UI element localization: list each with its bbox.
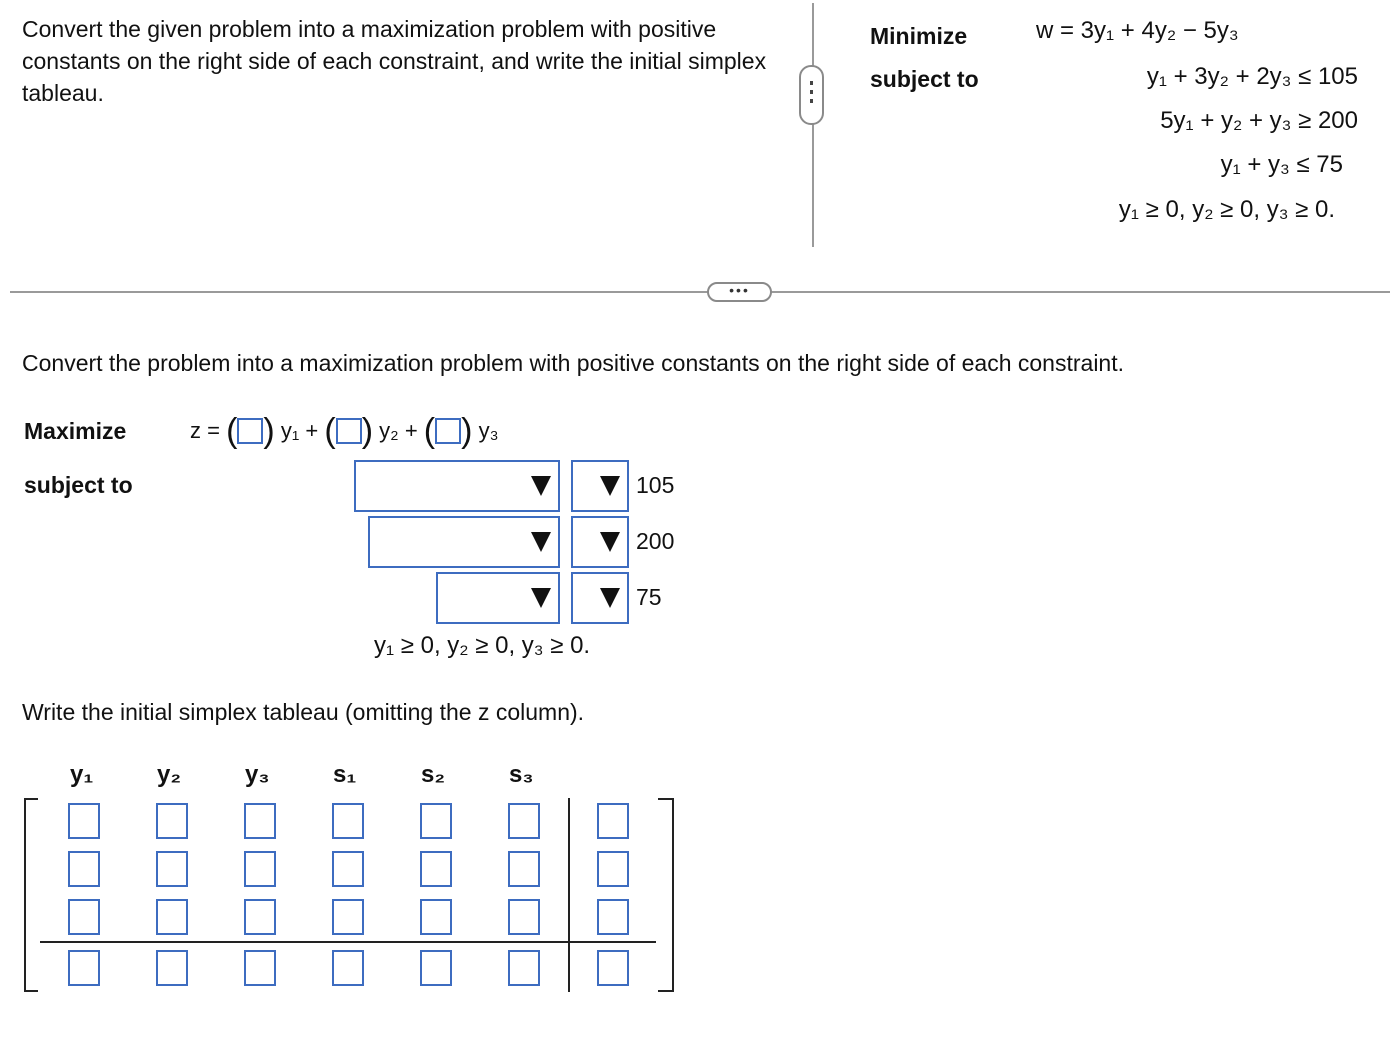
tableau-cell[interactable] bbox=[508, 950, 540, 986]
subject-to-label-2: subject to bbox=[24, 472, 133, 498]
var-y2: y₂ + bbox=[379, 418, 418, 443]
open-paren: ( bbox=[226, 412, 238, 450]
var-y3: y₃ bbox=[478, 418, 499, 443]
constraint-2: 5y₁ + y₂ + y₃ ≥ 200 bbox=[1160, 107, 1358, 134]
tableau-cell[interactable] bbox=[68, 950, 100, 986]
maximize-label: Maximize bbox=[24, 418, 127, 444]
left-bracket-top bbox=[24, 798, 38, 800]
dropdown-arrow-icon bbox=[531, 532, 551, 552]
tableau-cell[interactable] bbox=[420, 803, 452, 839]
tableau-cell[interactable] bbox=[244, 950, 276, 986]
tableau-cell[interactable] bbox=[332, 899, 364, 935]
tableau-cell[interactable] bbox=[332, 851, 364, 887]
right-bracket-top bbox=[658, 798, 674, 800]
part1-nonnegativity: y₁ ≥ 0, y₂ ≥ 0, y₃ ≥ 0. bbox=[374, 632, 591, 659]
tableau-cell[interactable] bbox=[597, 950, 629, 986]
objective-function: w = 3y₁ + 4y₂ − 5y₃ bbox=[1036, 17, 1239, 44]
column-header-y3: y₃ bbox=[245, 761, 270, 788]
tableau-cell[interactable] bbox=[420, 950, 452, 986]
more-dots-icon: ••• bbox=[729, 282, 750, 298]
open-paren: ( bbox=[324, 412, 336, 450]
tableau-cell[interactable] bbox=[68, 899, 100, 935]
tableau-cell[interactable] bbox=[420, 851, 452, 887]
open-paren: ( bbox=[423, 412, 436, 450]
part1-instruction: Convert the problem into a maximization problem with positive constants on the right side of each constraint. bbox=[22, 350, 1125, 376]
nonnegativity-constraint: y₁ ≥ 0, y₂ ≥ 0, y₃ ≥ 0. bbox=[1118, 196, 1335, 223]
column-header-s2: s₂ bbox=[421, 761, 446, 788]
dropdown-arrow-icon bbox=[600, 532, 620, 552]
z-label: z = bbox=[190, 418, 220, 443]
tableau-cell[interactable] bbox=[332, 803, 364, 839]
constraint-2-rhs: 200 bbox=[636, 528, 675, 554]
tableau-cell[interactable] bbox=[597, 851, 629, 887]
expand-collapse-handle[interactable] bbox=[707, 282, 772, 302]
right-bracket bbox=[672, 798, 674, 992]
tableau-cell[interactable] bbox=[597, 803, 629, 839]
tableau-cell[interactable] bbox=[597, 899, 629, 935]
augment-line bbox=[568, 798, 570, 992]
tableau-cell[interactable] bbox=[156, 899, 188, 935]
constraint-3-rhs: 75 bbox=[636, 584, 662, 610]
subject-to-label: subject to bbox=[870, 66, 979, 92]
right-bracket-bottom bbox=[658, 990, 674, 992]
tableau-cell[interactable] bbox=[68, 803, 100, 839]
tableau-cell[interactable] bbox=[244, 803, 276, 839]
var-y1: y₁ + bbox=[280, 418, 319, 443]
close-paren: ) bbox=[361, 412, 374, 450]
objective-row bbox=[190, 414, 499, 448]
tableau-cell[interactable] bbox=[508, 851, 540, 887]
tableau-cell[interactable] bbox=[508, 803, 540, 839]
tableau-cell[interactable] bbox=[508, 899, 540, 935]
tableau-cell[interactable] bbox=[244, 899, 276, 935]
objective-row-line bbox=[40, 941, 656, 943]
problem-instruction: Convert the given problem into a maximization problem with positive constants on the right side of each constraint, and write the initial simplex tableau. bbox=[22, 16, 767, 106]
tableau-cell[interactable] bbox=[156, 803, 188, 839]
vertical-resize-handle[interactable] bbox=[799, 65, 824, 125]
minimize-label: Minimize bbox=[870, 23, 968, 49]
column-header-y2: y₂ bbox=[157, 761, 182, 788]
column-header-s1: s₁ bbox=[333, 761, 357, 788]
tableau-cell[interactable] bbox=[156, 851, 188, 887]
coef-input-y3[interactable] bbox=[435, 418, 461, 444]
column-header-s3: s₃ bbox=[509, 761, 534, 788]
tableau-cell[interactable] bbox=[332, 950, 364, 986]
dropdown-arrow-icon bbox=[531, 476, 551, 496]
vertical-divider[interactable] bbox=[812, 3, 814, 247]
grip-dots-icon bbox=[801, 67, 822, 103]
left-bracket-bottom bbox=[24, 990, 38, 992]
tableau-cell[interactable] bbox=[244, 851, 276, 887]
coef-input-y1[interactable] bbox=[237, 418, 263, 444]
horizontal-divider bbox=[10, 291, 1390, 293]
close-paren: ) bbox=[263, 412, 275, 450]
dropdown-arrow-icon bbox=[600, 588, 620, 608]
coef-input-y2[interactable] bbox=[336, 418, 362, 444]
dropdown-arrow-icon bbox=[531, 588, 551, 608]
constraint-1-rhs: 105 bbox=[636, 472, 675, 498]
column-header-y1: y₁ bbox=[70, 761, 94, 788]
constraint-3: y₁ + y₃ ≤ 75 bbox=[1220, 151, 1343, 178]
tableau-cell[interactable] bbox=[68, 851, 100, 887]
left-bracket bbox=[24, 798, 26, 992]
tableau-cell[interactable] bbox=[156, 950, 188, 986]
dropdown-arrow-icon bbox=[600, 476, 620, 496]
constraint-1: y₁ + 3y₂ + 2y₃ ≤ 105 bbox=[1146, 63, 1358, 90]
part2-instruction: Write the initial simplex tableau (omitting the z column). bbox=[22, 699, 585, 725]
tableau-cell[interactable] bbox=[420, 899, 452, 935]
constraint-1-expression-dropdown[interactable] bbox=[354, 460, 560, 512]
close-paren: ) bbox=[461, 412, 473, 450]
